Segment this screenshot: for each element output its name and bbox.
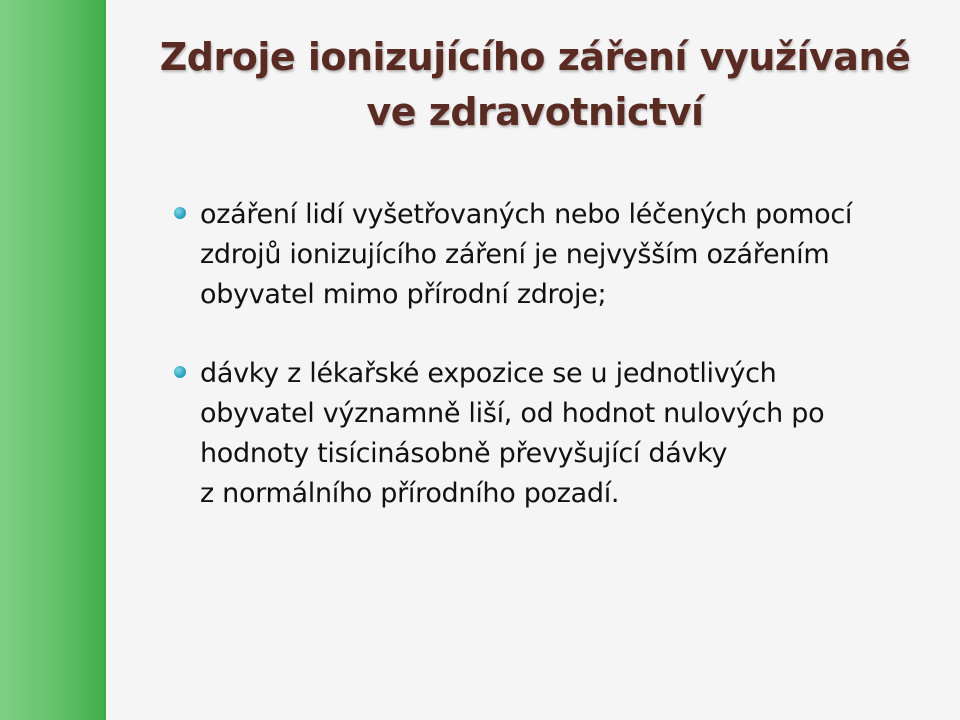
- bullet-dot-icon: [174, 366, 186, 378]
- bullet-2-line-1: dávky z lékařské expozice se u jednotlivých: [200, 358, 777, 389]
- bullet-dot-icon: [174, 207, 186, 219]
- title-line-2: ve zdravotnictví: [366, 90, 704, 134]
- bullet-2-line-3: hodnoty tisícinásobně převyšující dávky: [200, 438, 728, 469]
- bullet-2-line-2: obyvatel významně liší, od hodnot nulových po: [200, 398, 825, 429]
- bullet-item: [170, 195, 930, 315]
- bullet-list: [170, 195, 930, 553]
- title-line-1: Zdroje ionizujícího záření využívané: [159, 35, 911, 79]
- bullet-1-line-1: ozáření lidí vyšetřovaných nebo léčených pomocí: [200, 199, 853, 230]
- slide-title: [130, 30, 940, 140]
- bullet-1-line-3: obyvatel mimo přírodní zdroje;: [200, 279, 607, 310]
- bullet-1-line-2: zdrojů ionizujícího záření je nejvyšším ozářením: [200, 239, 830, 270]
- green-side-bar: [0, 0, 106, 720]
- bullet-2-line-4: z normálního přírodního pozadí.: [200, 478, 620, 509]
- bullet-item: [170, 354, 930, 514]
